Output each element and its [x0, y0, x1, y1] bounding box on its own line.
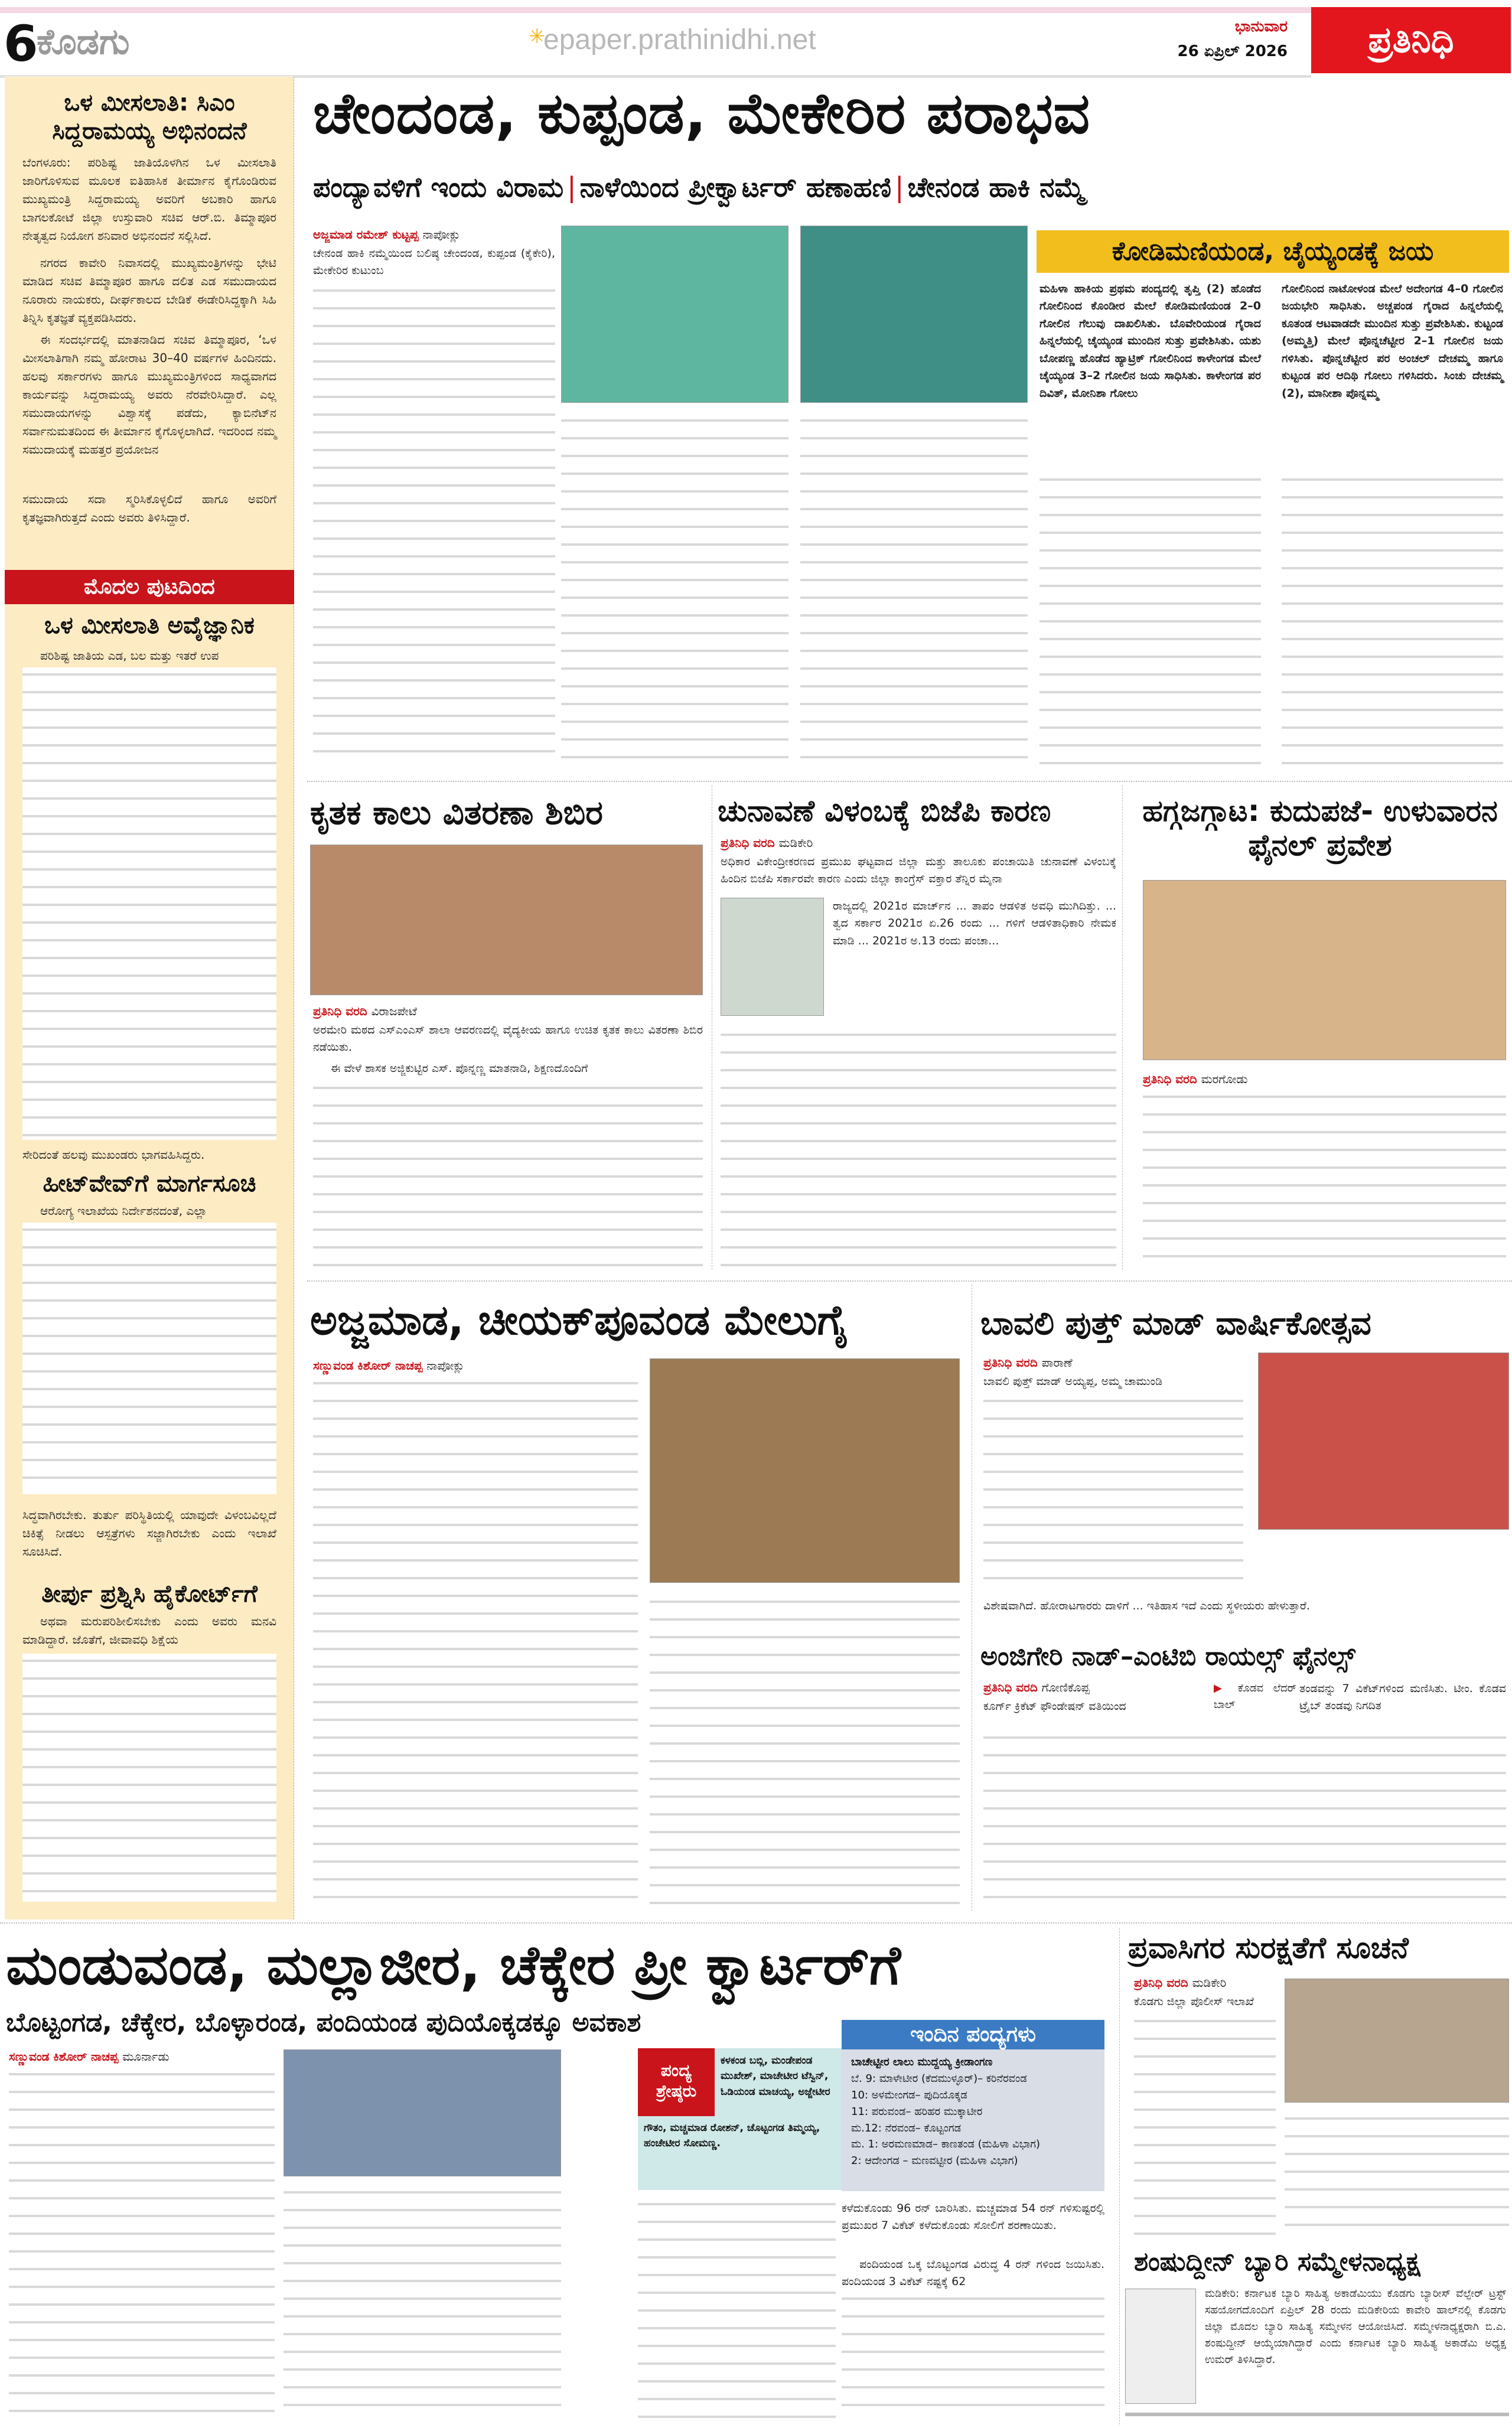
bavali-byline — [983, 1355, 1237, 1370]
page-number: 6 — [4, 15, 38, 73]
player-of-match-label — [638, 2048, 715, 2116]
column-divider — [1122, 786, 1123, 1270]
byline-name: ಪ್ರತಿನಿಧಿ ವರದಿ — [313, 1004, 367, 1018]
women-hockey-body2 — [1282, 472, 1503, 768]
player-of-match-names: ಗೌತಂ, ಮಚ್ಚಮಾಡ ರೋಶನ್, ಚೊಟ್ಟಂಗಡ ತಿಮ್ಮಯ್ಯ, ಹಂಚೇಟೀರ ಸೋಮಣ್ಣ. — [644, 2122, 820, 2150]
bavali-closing: ವಿಶೇಷವಾಗಿದೆ. ಹೋರಾಟಗಾರರು ದಾಳಿಗೆ ... ಇತಿಹಾಸ ಇದೆ ಎಂದು ಸ್ಥಳೀಯರು ಹೇಳುತ್ತಾರೆ. — [983, 1599, 1310, 1612]
byline-place: ವಿರಾಜಪೇಟೆ — [371, 1004, 417, 1018]
byline-name: ಸಣ್ಣುವಂಡ ಕಿಶೋರ್ ನಾಚಪ್ಪ — [313, 1358, 423, 1373]
section-name: ಕೊಡಗು — [37, 21, 130, 63]
tugofwar-team-photo — [650, 1358, 960, 1583]
women-hockey-body1 — [1040, 472, 1261, 768]
sidebar-story1-para: ಬೆಂಗಳೂರು: ಪರಿಶಿಷ್ಟ ಜಾತಿಯೊಳಗಿನ ಒಳ ಮೀಸಲಾತಿ ಜಾರಿಗೊಳಿಸುವ ಮೂಲಕ ಐತಿಹಾಸಿಕ ತೀರ್ಮಾನ ಕೈಗೊಂಡಿರುವ ಮುಖ್ಯಮಂತ್ರಿ ಸಿದ್ದರಾಮಯ್ಯ ಅವರಿಗೆ ಅಬಕಾರಿ ಹಾಗೂ ಬಾಗಲಕೋಟೆ ಜಿಲ್ಲಾ ಉಸ್ತುವಾರಿ ಸಚಿವ ಆರ್.ಬಿ. ತಿಮ್ಮಾಪೂರ ನೇತೃತ್ವದ ನಿಯೋಗ ಶನಿವಾರ ಅಭಿನಂದನೆ ಸಲ್ಲಿಸಿದೆ. — [22, 155, 277, 243]
todays-fixtures-box — [842, 2020, 1104, 2191]
newspaper-logo: ಪ್ರತಿನಿಧಿ — [1311, 7, 1511, 73]
section-divider — [307, 1280, 1512, 1282]
cricket-body-col1 — [9, 2067, 275, 2422]
election-para: ಅಧಿಕಾರ ವಿಕೇಂದ್ರೀಕರಣದ ಪ್ರಮುಖ ಘಟ್ಟವಾದ ಜಿಲ್ಲಾ ಮತ್ತು ತಾಲೂಕು ಪಂಚಾಯಿತಿ ಚುನಾವಣೆ ವಿಳಂಬಕ್ಕೆ ಹಿಂದಿನ ಬಿಜೆಪಿ ಸರ್ಕಾರವೇ ಕಾರಣ ಎಂದು ಜಿಲ್ಲಾ ಕಾಂಗ್ರೆಸ್ ವಕ್ತಾರ ತೆನ್ನಿರ ಮೈನಾ — [721, 855, 1116, 886]
lead-sub-1: ಪಂದ್ಯಾವಳಿಗೆ ಇಂದು ವಿರಾಮ — [313, 171, 564, 203]
beary-headline: ಶಂಷುದ್ದೀನ್ ಬ್ಯಾರಿ ಸಮ್ಮೇಳನಾಧ್ಯಕ್ಷ — [1134, 2247, 1420, 2277]
byline-place: ನಾಪೋಕ್ಲು — [422, 227, 461, 242]
sidebar-story3-para: ಆರೋಗ್ಯ ಇಲಾಖೆಯ ನಿರ್ದೇಶನದಂತೆ, ಎಲ್ಲಾ — [40, 1204, 207, 1218]
cricket-subheadline: ಬೊಟ್ಟಂಗಡ, ಚೆಕ್ಕೇರ, ಬೊಳ್ಳಾರಂಡ, ಪಂದಿಯಂಡ ಪುದಿಯೊಕ್ಕಡಕ್ಕೂ ಅವಕಾಶ — [6, 2007, 641, 2038]
fixture-item: 10: ಅಳಮೇಂಗಡ– ಪುದಿಯೊಕ್ಕಡ — [851, 2088, 967, 2101]
player-of-match-box — [638, 2048, 842, 2190]
anjigeri-body — [983, 1730, 1506, 1908]
bavali-body — [983, 1394, 1243, 1589]
tugofwar-body — [1143, 1090, 1506, 1267]
byline-place: ಮಡಿಕೇರಿ — [778, 836, 813, 850]
election-byline — [721, 836, 1116, 850]
tugofwar-headline: ಹಗ್ಗಜಗ್ಗಾಟ: ಕುದುಪಜೆ- ಉಳುವಾರನ ಫೈನಲ್ ಪ್ರವೇಶ — [1142, 794, 1498, 862]
column-divider — [1119, 1928, 1120, 2424]
byline-name: ಸಣ್ಣುವಂಡ ಕಿಶೋರ್ ನಾಚಪ್ಪ — [9, 2049, 119, 2064]
sidebar-story1-para: ನಗರದ ಕಾವೇರಿ ನಿವಾಸದಲ್ಲಿ ಮುಖ್ಯಮಂತ್ರಿಗಳನ್ನು ಭೇಟಿ ಮಾಡಿದ ಸಚಿವ ತಿಮ್ಮಾಪೂರ ಹಾಗೂ ದಲಿತ ಎಡ ಸಮುದಾಯದ ನೂರಾರು ನಾಯಕರು, ದೀರ್ಘಕಾಲದ ಬೇಡಿಕೆ ಈಡೇರಿಸಿದ್ದಕ್ಕಾಗಿ ಸಿಹಿ ತಿನ್ನಿಸಿ ಕೃತಜ್ಞತೆ ವ್ಯಕ್ತಪಡಿಸಿದರು. — [22, 256, 276, 325]
separator: | — [895, 171, 904, 203]
byline-place: ಪಾರಾಣೆ — [1041, 1355, 1073, 1370]
women-hockey-col1: ಮಹಿಳಾ ಹಾಕಿಯ ಪ್ರಥಮ ಪಂದ್ಯದಲ್ಲಿ ತೃಪ್ತಿ (2) ಹೊಡೆದ ಗೋಲಿನಿಂದ ಕೊಂಡೀರ ಮೇಲೆ ಕೋಡಿಮಣಿಯಂಡ 2–0 ಗೋಲಿನ ಗೆಲುವು ದಾಖಲಿಸಿತು. ಬೊವೇರಿಯಂಡ ಗೈರಾದ ಹಿನ್ನಲೆಯಲ್ಲಿ ಚೈಯ್ಯಂಡ ಮುಂದಿನ ಸುತ್ತು ಪ್ರವೇಶಿಸಿತು. ಯಶು ಬೋಪಣ್ಣ ಹೊಡೆದ ಹ್ಯಾಟ್ರಿಕ್ ಗೋಲಿನಿಂದ ಕಾಳೇಂಗಡ ಮೇಲೆ ಚೈಯ್ಯಂಡ 3–2 ಗೋಲಿನ ಜಯ ಸಾಧಿಸಿತು. ಕಾಳೇಂಗಡ ಪರ ದಿವಿತ್, ಮೋನಿಶಾ ಗೋಲು — [1040, 282, 1261, 400]
sidebar-story3-closing: ಸಿದ್ಧವಾಗಿರಬೇಕು. ತುರ್ತು ಪರಿಸ್ಥಿತಿಯಲ್ಲಿ ಯಾವುದೇ ವಿಳಂಬವಿಲ್ಲದೆ ಚಿಕಿತ್ಸೆ ನೀಡಲು ಆಸ್ಪತ್ರೆಗಳು ಸಜ್ಜಾಗಿರಬೇಕು ಎಂದು ಇಲಾಖೆ ಸೂಚಿಸಿದೆ. — [22, 1508, 276, 1559]
lead-subheadline — [313, 171, 1506, 204]
fixture-item: ಮ. 1: ಅರಮಣಮಾಡ– ಕಾಣತಂಡ (ಮಹಿಳಾ ವಿಭಾಗ) — [851, 2138, 1041, 2151]
pom-label-line2: ಶ್ರೇಷ್ಠರು — [656, 2081, 697, 2101]
women-hockey-headline: ಕೋಡಿಮಣಿಯಂಡ, ಚೈಯ್ಯಂಡಕ್ಕೆ ಜಯ — [1037, 230, 1509, 273]
prosthetic-photo — [310, 845, 703, 995]
sidebar-story4-title: ತೀರ್ಪು ಪ್ರಶ್ನಿಸಿ ಹೈಕೋರ್ಟ್‌ಗೆ — [41, 1580, 258, 1608]
issue-date: 26 ಏಪ್ರಿಲ್ 2026 — [1177, 43, 1288, 60]
page-bottom-rule — [1125, 2413, 1509, 2416]
sidebar-story1-title: ಒಳ ಮೀಸಲಾತಿ: ಸಿಎಂ ಸಿದ್ದರಾಮಯ್ಯ ಅಭಿನಂದನೆ — [52, 89, 247, 145]
tugofwar-photo — [1143, 880, 1506, 1060]
sidebar-story2-title: ಒಳ ಮೀಸಲಾತಿ ಅವೈಜ್ಞಾನಿಕ — [44, 612, 255, 639]
byline-name: ಪ್ರತಿನಿಧಿ ವರದಿ — [983, 1355, 1038, 1370]
sparkle-icon: ✳ — [529, 25, 546, 48]
lead-body-col2 — [561, 413, 788, 768]
byline-place: ನಾಪೋಕ್ಲು — [426, 1358, 465, 1373]
lead-sub-3: ಚೇನಂಡ ಹಾಕಿ ನಮ್ಮೆ — [907, 171, 1086, 203]
issue-day: ಭಾನುವಾರ — [1234, 18, 1288, 35]
lead-byline — [313, 227, 561, 242]
lead-body-col1 — [313, 283, 555, 768]
police-meeting-photo — [1285, 1979, 1509, 2103]
lead-paragraph: ಚೇನಂಡ ಹಾಕಿ ನಮ್ಮೆಯಿಂದ ಬಲಿಷ್ಠ ಚೇಂದಂಡ, ಕುಪ್ಪಂಡ (ಕೈಕೇರಿ), ಮೇಕೇರಿರ ಕುಟುಂಬ — [313, 247, 555, 278]
sidebar-story3-body — [22, 1223, 276, 1494]
fixture-item: ಮ.12: ನೆರವಂಡ– ಕೊಟ್ಟಂಗಡ — [851, 2121, 962, 2134]
spokesperson-photo — [721, 898, 824, 1016]
cricket-body-col4 — [842, 2292, 1104, 2422]
player-of-match-names: ಕಳಕಂಡ ಬಬ್ಲಿ, ಮಂಡೇಪಂಡ ಮುಖೇಶ್, ಮಾಚೇಟೀರ ಟೆಸ್ವಿನ್, ಓಡಿಯಂಡ ಮಾಚಯ್ಯ, ಅಜ್ಜೇಟೀರ — [721, 2055, 830, 2098]
anjigeri-byline — [983, 1680, 1208, 1694]
sidebar-story4-body — [22, 1654, 276, 1902]
lead-headline: ಚೇಂದಂಡ, ಕುಪ್ಪಂಡ, ಮೇಕೇರಿರ ಪರಾಭವ — [313, 80, 1091, 146]
cricket-para: ಕಳೆದುಕೊಂಡು 96 ರನ್ ಬಾರಿಸಿತು. ಮಚ್ಚಮಾಡ 54 ರನ್ ಗಳಿಸುಷ್ಟರಲ್ಲಿ ಪ್ರಮುಖರ 7 ವಿಕೆಟ್ ಕಳೆದುಕೊಂಡು ಸೋಲಿಗೆ ಶರಣಾಯಿತು. — [842, 2202, 1104, 2233]
sidebar-story1-para: ಈ ಸಂದರ್ಭದಲ್ಲಿ ಮಾತನಾಡಿದ ಸಚಿವ ತಿಮ್ಮಾಪೂರ, ‘ಒಳ ಮೀಸಲಾತಿಗಾಗಿ ನಮ್ಮ ಹೋರಾಟ 30–40 ವರ್ಷಗಳ ಹಿಂದಿನದು. ಹಲವು ಸರ್ಕಾರಗಳು ಹಾಗೂ ಮುಖ್ಯಮಂತ್ರಿಗಳಿಂದ ಸಾಧ್ಯವಾಗದ ಕಾರ್ಯವನ್ನು ಸಿದ್ದರಾಮಯ್ಯ ಅವರು ನೆರವೇರಿಸಿದ್ದಾರೆ. ಎಲ್ಲ ಸಮುದಾಯಗಳನ್ನು ವಿಶ್ವಾಸಕ್ಕೆ ಪಡೆದು, ಕ್ಯಾಬಿನೆಟ್‌ನ ಸರ್ವಾನುಮತದಿಂದ ಈ ತೀರ್ಮಾನ ಕೈಗೊಳ್ಳಲಾಗಿದೆ. ಇದರಿಂದ ನಮ್ಮ ಸಮುದಾಯಕ್ಕೆ ಮಹತ್ತರ ಪ್ರಯೋಜನ — [22, 333, 276, 457]
beary-para: ಮಡಿಕೇರಿ: ಕರ್ನಾಟಕ ಬ್ಯಾರಿ ಸಾಹಿತ್ಯ ಅಕಾಡೆಮಿಯು ಕೊಡಗು ಬ್ಯಾರೀಸ್ ವೆಲ್ಫೇರ್ ಟ್ರಸ್ಟ್ ಸಹಯೋಗದೊಂದಿಗೆ ಏಪ್ರಿಲ್ 28 ರಂದು ಮಡಿಕೇರಿಯ ಕಾವೇರಿ ಹಾಲ್‌ನಲ್ಲಿ ಕೊಡಗು ಜಿಲ್ಲಾ ಮೊದಲ ಬ್ಯಾರಿ ಸಾಹಿತ್ಯ ಸಮ್ಮೇಳನ ಆಯೋಜಿಸಿದೆ. ಸಮ್ಮೇಳನಾಧ್ಯಕ್ಷರಾಗಿ ಬಿ.ಎ. ಶಂಷುದ್ದೀನ್ ಆಯ್ಕೆಯಾಗಿದ್ದಾರೆ ಎಂದು ಕರ್ನಾಟಕ ಬ್ಯಾರಿ ಸಾಹಿತ್ಯ ಅಕಾಡೆಮಿ ಅಧ್ಯಕ್ಷ ಉಮರ್ ತಿಳಿಸಿದ್ದಾರೆ. — [1205, 2287, 1506, 2366]
sidebar — [5, 77, 294, 1919]
fixture-item: 2: ಆದೇಂಗಡ – ಮಣವಟ್ಟೀರ (ಮಹಿಳಾ ವಿಭಾಗ) — [851, 2155, 1018, 2168]
byline-name: ಪ್ರತಿನಿಧಿ ವರದಿ — [721, 836, 775, 850]
anjigeri-para: ತಂಡವನ್ನು 7 ವಿಕೆಟ್‌ಗಳಿಂದ ಮಣಿಸಿತು. ಟೀಂ. ಕೊಡವ ಟ್ರೈಬ್ ತಂಡವು ನಿಗದಿತ — [1299, 1682, 1506, 1713]
byline-place: ಗೋಣಿಕೊಪ್ಪ — [1041, 1680, 1090, 1694]
hockey-photo-2 — [800, 226, 1028, 403]
byline-name: ಪ್ರತಿನಿಧಿ ವರದಿ — [983, 1680, 1038, 1694]
separator: | — [567, 171, 576, 203]
tourist-headline: ಪ್ರವಾಸಿಗರ ಸುರಕ್ಷತೆಗೆ ಸೂಚನೆ — [1128, 1931, 1409, 1965]
byline-name: ಪ್ರತಿನಿಧಿ ವರದಿ — [1134, 1976, 1188, 1990]
fixture-item: ಬೆ. 9: ಮಾಳೇಟೀರ (ಕೆದಮುಳ್ಳೂರ್)– ಕರಿನೆರವಂಡ — [851, 2072, 1027, 2085]
byline-name: ಅಜ್ಜಮಾಡ ರಮೇಶ್ ಕುಟ್ಟಪ್ಪ — [313, 227, 419, 242]
anjigeri-para: ಕೂರ್ಗ್ ಕ್ರಿಕೆಟ್ ಫೌಂಡೇಷನ್ ವತಿಯಿಂದ — [983, 1700, 1126, 1713]
cricket-body-col3 — [638, 2197, 836, 2422]
ajjamada-body-col1 — [313, 1376, 638, 1908]
tugofwar-byline — [1143, 1072, 1506, 1086]
sidebar-story1-para: ಸಮುದಾಯ ಸದಾ ಸ್ಮರಿಸಿಕೊಳ್ಳಲಿದೆ ಹಾಗೂ ಅವರಿಗೆ ಕೃತಜ್ಞವಾಗಿರುತ್ತದೆ ಎಂದು ಅವರು ತಿಳಿಸಿದ್ದಾರೆ. — [22, 492, 276, 524]
sidebar-story2-para: ಪರಿಶಿಷ್ಟ ಜಾತಿಯ ಎಡ, ಬಲ ಮತ್ತು ಇತರೆ ಉಪ — [40, 648, 219, 663]
anjigeri-pointer — [1214, 1680, 1296, 1713]
pom-label-line1: ಪಂದ್ಯ — [660, 2061, 692, 2080]
tourist-para: ಕೊಡಗು ಜಿಲ್ಲಾ ಪೊಲೀಸ್ ಇಲಾಖೆ — [1134, 1995, 1254, 2008]
prosthetic-headline: ಕೃತಕ ಕಾಲು ವಿತರಣಾ ಶಿಬಿರ — [310, 794, 603, 832]
prosthetic-body — [313, 1081, 703, 1270]
section-divider — [0, 1922, 1512, 1924]
prosthetic-para: ಅರಮೇರಿ ಮಠದ ಎಸ್‌ಎಂಎಸ್ ಶಾಲಾ ಆವರಣದಲ್ಲಿ ವೈದ್ಯಕೀಯ ಹಾಗೂ ಉಚಿತ ಕೃತಕ ಕಾಲು ವಿತರಣಾ ಶಿಬಿರ ನಡೆಯಿತು. — [313, 1024, 703, 1054]
site-url[interactable]: epaper.prathinidhi.net — [543, 24, 816, 56]
portrait-photo — [1125, 2289, 1196, 2404]
ajjamada-byline — [313, 1358, 632, 1373]
lead-sub-2: ನಾಳೆಯಿಂದ ಪ್ರೀಕ್ವಾರ್ಟರ್ ಹಣಾಹಣಿ — [579, 171, 892, 203]
pointer-text: ಕೊಡವ ಲೆದರ್ ಬಾಲ್ — [1214, 1682, 1296, 1711]
bavali-para: ಬಾವಲಿ ಪುತ್ತ್ ಮಾಡ್ ಅಯ್ಯಪ್ಪ, ಅಮ್ಮ ಚಾಮುಂಡಿ — [983, 1375, 1163, 1388]
election-body — [721, 1028, 1116, 1270]
lead-body-col3 — [800, 413, 1028, 768]
hockey-photo-1 — [561, 226, 788, 403]
continued-band: ಮೊದಲ ಪುಟದಿಂದ — [5, 570, 294, 604]
cricket-headline: ಮಂಡುವಂಡ, ಮಲ್ಲಾಜೀರ, ಚೆಕ್ಕೇರ ಪ್ರೀ ಕ್ವಾರ್ಟರ್‌ಗೆ — [6, 1934, 901, 1997]
fixtures-title: ಇಂದಿನ ಪಂದ್ಯಗಳು — [842, 2020, 1104, 2049]
cricket-body-col2 — [284, 2185, 561, 2422]
prosthetic-byline — [313, 1004, 703, 1018]
ajjamada-body-col2 — [650, 1595, 960, 1908]
section-divider — [307, 781, 1512, 782]
election-headline: ಚುನಾವಣೆ ವಿಳಂಬಕ್ಕೆ ಬಿಜೆಪಿ ಕಾರಣ — [718, 794, 1051, 828]
anjigeri-headline: ಅಂಜಿಗೇರಿ ನಾಡ್–ಎಂಟಿಬಿ ರಾಯಲ್ಸ್ ಫೈನಲ್ಸ್ — [980, 1641, 1355, 1671]
cricket-para: ಪಂದಿಯಂಡ ಒಕ್ಕ ಬೊಟ್ಟಂಗಡ ವಿರುದ್ಧ 4 ರನ್ ಗಳಿಂದ ಜಯಿಸಿತು. ಪಂದಿಯಂಡ 3 ವಿಕೆಟ್ ನಷ್ಟಕ್ಕೆ 62 — [842, 2258, 1104, 2289]
tourist-body-col1 — [1134, 2014, 1276, 2238]
byline-place: ಮರಗೋಡು — [1201, 1072, 1248, 1086]
women-hockey-col2: ಗೋಲಿನಿಂದ ನಾಟೋಳಂಡ ಮೇಲೆ ಅದೇಂಗಡ 4–0 ಗೋಲಿನ ಜಯಭೇರಿ ಸಾಧಿಸಿತು. ಅಚ್ಚಪಂಡ ಗೈರಾದ ಹಿನ್ನಲೆಯಲ್ಲಿ ಕೂತಂಡ ಆಟವಾಡದೇ ಮುಂದಿನ ಸುತ್ತು ಪ್ರವೇಶಿಸಿತು. ಕುಟ್ಟಂಡ (ಅಮ್ಮತ್ತಿ) ಮೇಲೆ ಪೊನ್ನಚೆಟ್ಟೀರ 2–1 ಗೋಲಿನ ಜಯ ಗಳಿಸಿತು. ಪೊನ್ನಚೆಟ್ಟೀರ ಪರ ಅಂಚಲ್ ದೇಚಮ್ಮ ಹಾಗೂ ಕುಟ್ಟಂಡ ಪರ ಆದಿಥಿ ಗೋಲು ಗಳಿಸಿದರು. ಸಿಂಚು ದೇಚಮ್ಮ (2), ಮಾನೀಶಾ ಪೊನ್ನಮ್ಮ — [1282, 282, 1503, 400]
pointer-icon: ▶ — [1214, 1682, 1228, 1694]
fixtures-list — [842, 2049, 1104, 2174]
byline-place: ಮಡಿಕೇರಿ — [1192, 1976, 1227, 1990]
fixtures-venue: ಬಾಚೇಟ್ಟೀರ ಲಾಲು ಮುದ್ದಯ್ಯ ಕ್ರೀಡಾಂಗಣ — [851, 2056, 993, 2068]
masthead-band — [0, 7, 1311, 13]
byline-place: ಮೂರ್ನಾಡು — [122, 2049, 170, 2064]
sidebar-story3-title: ಹೀಟ್‌ವೇವ್‌ಗೆ ಮಾರ್ಗಸೂಚಿ — [43, 1170, 256, 1197]
sidebar-story2-closing: ಸೇರಿದಂತೆ ಹಲವು ಮುಖಂಡರು ಭಾಗವಹಿಸಿದ್ದರು. — [22, 1148, 205, 1162]
fixture-item: 11: ಪರುವಂಡ– ಹರಿಹರ ಮುಕ್ಕಾಟೀರ — [851, 2105, 983, 2118]
cricket-photo — [284, 2049, 561, 2176]
election-para: ರಾಜ್ಯದಲ್ಲಿ 2021ರ ಮಾರ್ಚ್‌ನ ... ತಾಪಂ ಆಡಳಿತ ಅವಧಿ ಮುಗಿದಿತ್ತು. ... ತ್ವದ ಸರ್ಕಾರ 2021ರ ಏ.26 ರಂದು ... ಗಳಿಗೆ ಆಡಳಿತಾಧಿಕಾರಿ ನೇಮಕ ಮಾಡಿ ... 2021ರ ಅ.13 ರಂದು ಪಂಚಾ... — [833, 899, 1116, 947]
tourist-body-col2 — [1285, 2111, 1509, 2238]
prosthetic-para: ಈ ವೇಳೆ ಶಾಸಕ ಅಜ್ಜಿಕುಟ್ಟಿರ ಎಸ್. ಪೊನ್ನಣ್ಣ ಮಾತನಾಡಿ, ಶಿಕ್ಷಣದೊಂದಿಗೆ — [331, 1062, 588, 1075]
byline-name: ಪ್ರತಿನಿಧಿ ವರದಿ — [1143, 1072, 1197, 1086]
cricket-byline — [9, 2049, 269, 2064]
festival-photo — [1258, 1352, 1509, 1530]
sidebar-story2-body — [22, 667, 276, 1140]
bavali-headline: ಬಾವಲಿ ಪುತ್ತ್ ಮಾಡ್ ವಾರ್ಷಿಕೋತ್ಸವ — [980, 1305, 1371, 1342]
sidebar-story4-para: ಅಥವಾ ಮರುಪರಿಶೀಲಿಸಬೇಕು ಎಂದು ಅವರು ಮನವಿ ಮಾಡಿದ್ದಾರೆ. ಜೊತೆಗೆ, ಜೀವಾವಧಿ ಶಿಕ್ಷೆಯ — [22, 1614, 276, 1647]
ajjamada-headline: ಅಜ್ಜಮಾಡ, ಚೀಯಕ್‌ಪೂವಂಡ ಮೇಲುಗೈ — [310, 1296, 848, 1344]
